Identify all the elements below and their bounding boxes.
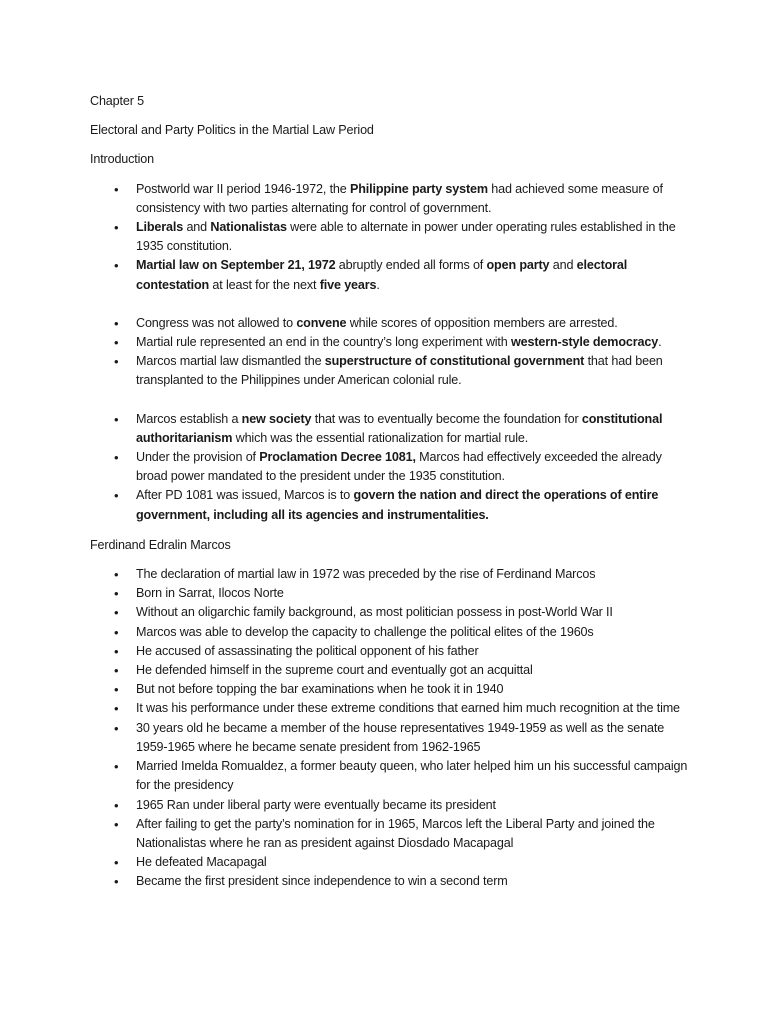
- section-heading-introduction: Introduction: [90, 152, 155, 167]
- bullet-item: [90, 218, 690, 256]
- bold-text: Proclamation Decree 1081,: [259, 450, 416, 465]
- text-run: while scores of opposition members are arrested.: [346, 315, 618, 330]
- bold-text: govern the nation and direct the operations of entire government, including all its agencies and instrumentalities.: [136, 488, 659, 522]
- text-run: had achieved some measure of consistency with two parties alternating for control of government.: [136, 181, 663, 215]
- bold-text: convene: [296, 315, 347, 330]
- bullet-item: [90, 410, 690, 448]
- chapter-label: Chapter 5: [90, 94, 144, 108]
- bold-text: superstructure of constitutional government: [324, 354, 585, 369]
- bold-text: constitutional authoritarianism: [136, 411, 663, 445]
- bullet-list: [90, 565, 690, 891]
- text-run: .: [658, 335, 662, 350]
- text-run: Postworld war II period 1946-1972, the: [136, 181, 350, 196]
- text-run: He accused of assassinating the political opponent of his father: [136, 643, 479, 658]
- bullet-item: [90, 623, 690, 642]
- text-run: Marcos martial law dismantled the: [136, 354, 325, 369]
- text-run: He defeated Macapagal: [136, 855, 267, 870]
- text-run: Born in Sarrat, Ilocos Norte: [136, 586, 284, 601]
- text-run: After failing to get the party’s nomination for in 1965, Marcos left the Liberal Party and joined the Nationalistas where he ran as president against Diosdado Macapagal: [136, 816, 655, 850]
- text-run: But not before topping the bar examinations when he took it in 1940: [136, 682, 504, 697]
- text-run: that was to eventually become the foundation for: [311, 411, 582, 426]
- bold-text: Philippine party system: [349, 181, 488, 196]
- document-body: [90, 92, 690, 892]
- text-run: were able to alternate in power under operating rules established in the 1935 constitution.: [136, 220, 676, 254]
- text-run: The declaration of martial law in 1972 was preceded by the rise of Ferdinand Marcos: [136, 567, 596, 582]
- text-run: It was his performance under these extreme conditions that earned him much recognition at the time: [136, 701, 680, 716]
- bullet-item: [90, 584, 690, 603]
- text-run: .: [376, 277, 380, 292]
- text-run: at least for the next: [209, 277, 320, 292]
- bullet-item: [90, 719, 690, 757]
- bullet-item: [90, 448, 690, 486]
- section-heading-marcos: Ferdinand Edralin Marcos: [90, 537, 231, 552]
- text-run: Married Imelda Romualdez, a former beauty queen, who later helped him un his successful campaign for the presidency: [136, 759, 688, 793]
- text-run: Marcos was able to develop the capacity to challenge the political elites of the 1960s: [136, 624, 594, 639]
- text-run: Marcos had effectively exceeded the already broad power mandated to the president under the 1935 constitution.: [136, 450, 662, 484]
- text-run: that had been transplanted to the Philippines under American colonial rule.: [136, 354, 663, 388]
- bullet-list: [90, 410, 690, 525]
- bold-text: Martial law on September 21, 1972: [136, 258, 336, 273]
- text-run: Marcos establish a: [136, 411, 242, 426]
- bullet-item: [90, 796, 690, 815]
- text-run: abruptly ended all forms of: [335, 258, 487, 273]
- bullet-item: [90, 853, 690, 872]
- bullet-item: [90, 661, 690, 680]
- bullet-item: [90, 486, 690, 524]
- text-run: Under the provision of: [136, 450, 260, 465]
- text-run: and: [183, 220, 211, 235]
- bullet-item: [90, 314, 690, 333]
- bullet-item: [90, 680, 690, 699]
- text-run: which was the essential rationalization for martial rule.: [232, 430, 529, 445]
- text-run: Without an oligarchic family background, as most politician possess in post-World War II: [136, 605, 613, 620]
- text-run: and: [549, 258, 577, 273]
- bullet-item: [90, 180, 690, 218]
- bold-text: Nationalistas: [210, 220, 287, 235]
- bullet-item: [90, 256, 690, 294]
- bold-text: Liberals: [136, 220, 184, 235]
- document-title: Electoral and Party Politics in the Martial Law Period: [90, 123, 374, 138]
- text-run: 30 years old he became a member of the house representatives 1949-1959 as well as the senate 1959-1965 where he became senate president from 1962-1965: [136, 720, 665, 754]
- bold-text: western-style democracy: [511, 335, 659, 350]
- text-run: Congress was not allowed to: [136, 315, 297, 330]
- bold-text: new society: [241, 411, 312, 426]
- bullet-item: [90, 757, 690, 795]
- text-run: After PD 1081 was issued, Marcos is to: [136, 488, 354, 503]
- bullet-item: [90, 333, 690, 352]
- bold-text: electoral contestation: [136, 258, 628, 292]
- bullet-item: [90, 815, 690, 853]
- bullet-item: [90, 565, 690, 584]
- bullet-list: [90, 314, 690, 391]
- bold-text: five years: [319, 277, 377, 292]
- bullet-list: [90, 180, 690, 295]
- text-run: Became the first president since independence to win a second term: [136, 874, 508, 889]
- bullet-item: [90, 699, 690, 718]
- bullet-item: [90, 872, 690, 891]
- text-run: Martial rule represented an end in the country’s long experiment with: [136, 335, 511, 350]
- text-run: He defended himself in the supreme court and eventually got an acquittal: [136, 663, 533, 678]
- text-run: 1965 Ran under liberal party were eventually became its president: [136, 797, 496, 812]
- bold-text: open party: [486, 258, 550, 273]
- bullet-item: [90, 603, 690, 622]
- bullet-item: [90, 642, 690, 661]
- bullet-item: [90, 352, 690, 390]
